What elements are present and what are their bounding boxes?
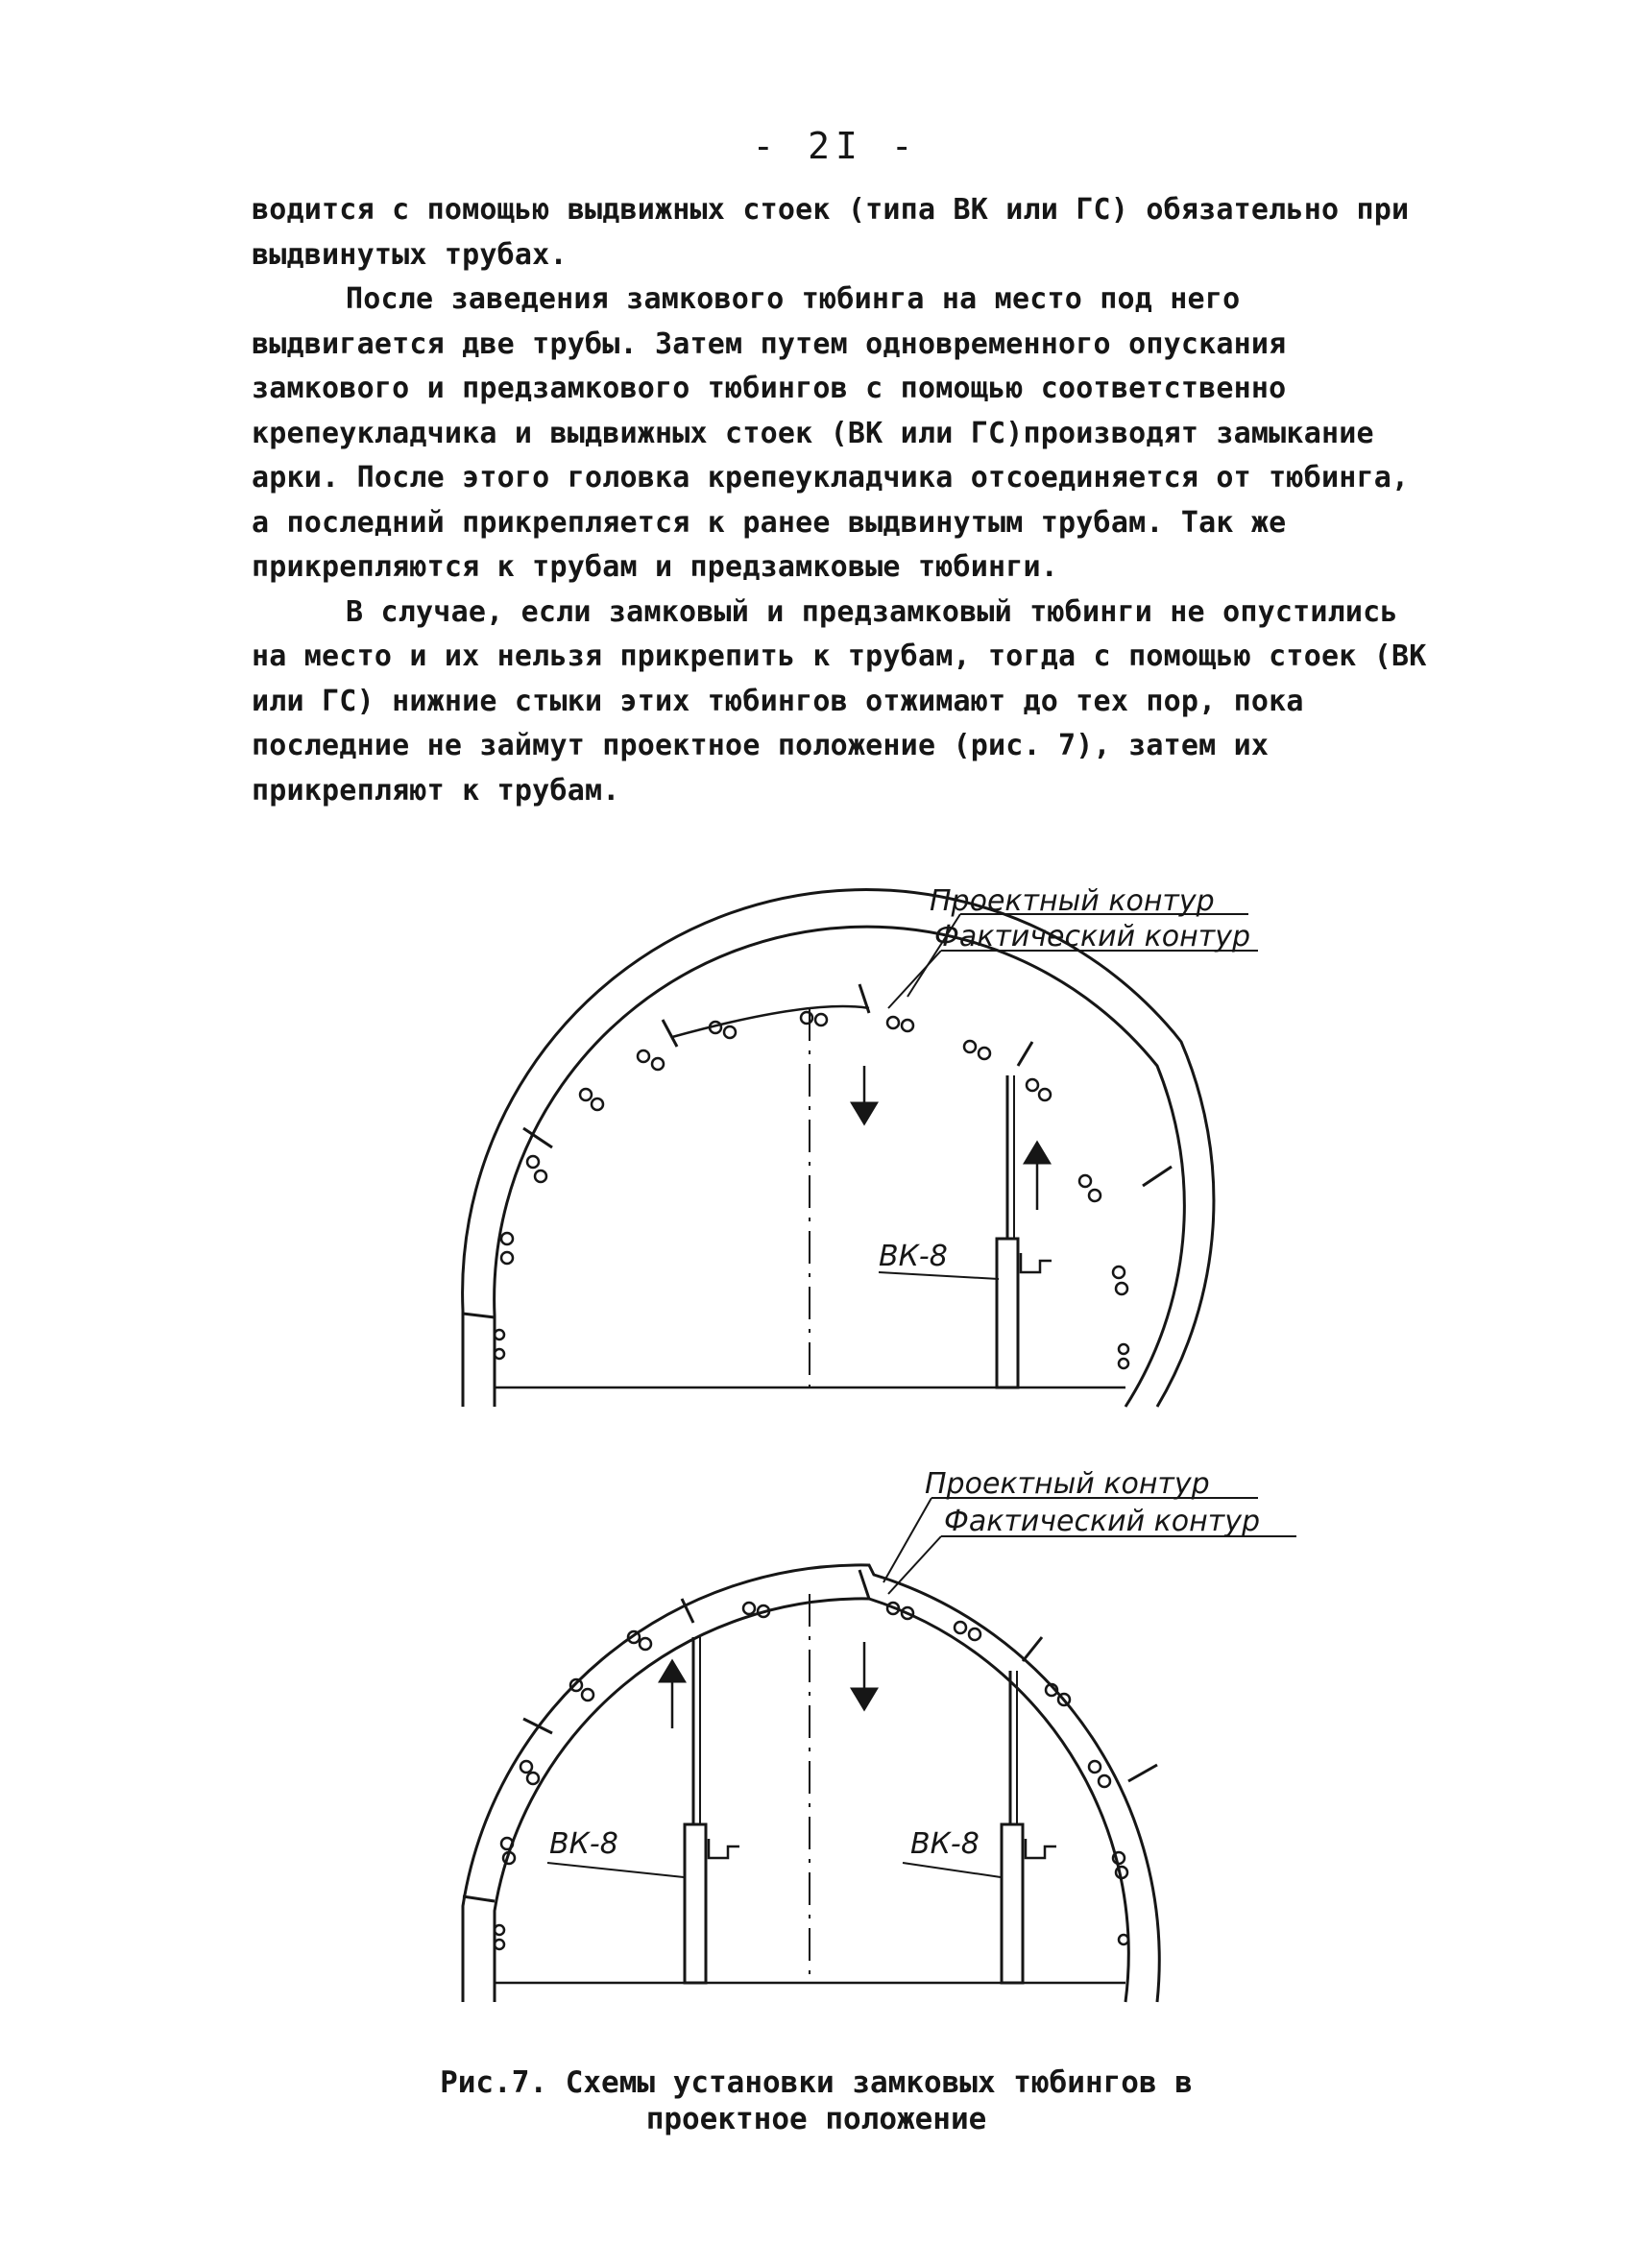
- top-label-actual: Фактический контур: [934, 920, 1250, 953]
- top-bolts: [495, 1012, 1128, 1368]
- figure-caption: [317, 2064, 1316, 2137]
- top-arch-outer: [463, 890, 1214, 1407]
- paragraph-2: После заведения замкового тюбинга на место под него выдвигается две трубы. Затем путем одновременного опускания замкового и предзамкового тюбингов с помощью соответственно крепеукладчика и выдвижных стоек (ВК или ГС)производят замыкание арки. После этого головка крепеукладчика отсоединяется от тюбинга, а последний прикрепляется к ранее выдвинутым трубам. Так же прикрепляются к трубам и предзамковые тюбинги.: [252, 282, 1410, 584]
- bottom-strut-label-left: ВК-8: [549, 1827, 618, 1861]
- paragraph-3: В случае, если замковый и предзамковый тюбинги не опустились на место и их нельзя прикрепить к трубам, тогда с помощью стоек (ВК или ГС) нижние стыки этих тюбингов отжимают до тех пор, пока последние не займут проектное положение (рис. 7), затем их прикрепляют к трубам.: [252, 594, 1427, 808]
- page-number: - 2I -: [752, 125, 919, 167]
- paragraph-1: водится с помощью выдвижных стоек (типа ВК или ГС) обязательно при выдвинутых трубах.: [252, 193, 1410, 272]
- bottom-strut-label-right: ВК-8: [910, 1827, 980, 1861]
- top-strut-label: ВК-8: [879, 1240, 948, 1273]
- top-label-design: Проектный контур: [930, 884, 1215, 918]
- top-strut-lower: [997, 1239, 1018, 1387]
- bottom-label-actual: Фактический контур: [944, 1505, 1260, 1538]
- caption-line-1: Рис.7. Схемы установки замковых тюбингов в: [440, 2065, 1193, 2100]
- bottom-arch-scheme: [463, 1498, 1296, 2002]
- bottom-arch-outer: [463, 1565, 1159, 2002]
- bottom-bolts: [495, 1603, 1128, 1949]
- bottom-arch-inner: [495, 1599, 1128, 2002]
- bottom-label-design: Проектный контур: [925, 1467, 1210, 1501]
- top-arch-scheme: [463, 890, 1258, 1407]
- caption-line-2: проектное положение: [645, 2102, 987, 2136]
- top-actual-contour: [672, 1006, 869, 1037]
- top-arch-inner: [495, 927, 1185, 1407]
- bottom-strut-left-lower: [685, 1824, 706, 1983]
- bottom-strut-right-lower: [1002, 1824, 1023, 1983]
